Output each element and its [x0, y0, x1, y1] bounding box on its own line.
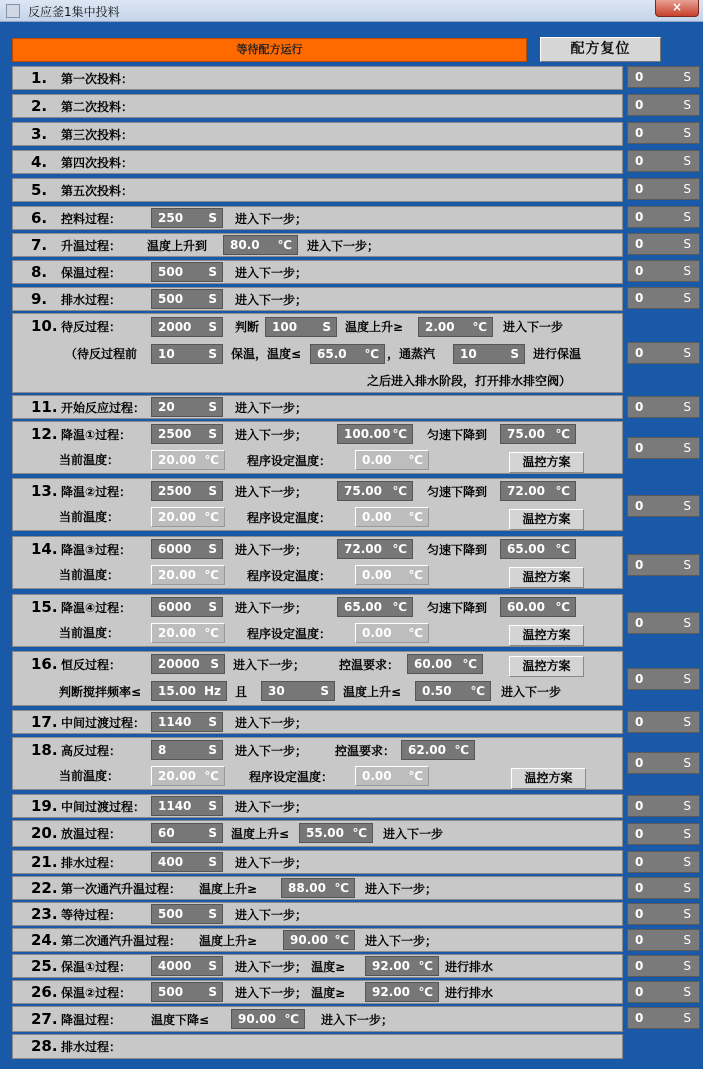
- step-timer-18: 0 S: [627, 752, 700, 774]
- temp-ctrl-field[interactable]: 62.00 ℃: [401, 740, 475, 760]
- step-row-6: [12, 206, 623, 230]
- step-timer-8: 0 S: [627, 260, 700, 282]
- program-temp-display: 0.00 ℃: [355, 450, 429, 470]
- step-number: 5.: [31, 181, 48, 199]
- step-row-5: [12, 178, 623, 202]
- next-step-text: 进入下一步；: [235, 428, 308, 442]
- step-row-8: [12, 260, 623, 284]
- step-row-11: [12, 395, 623, 419]
- step-label: 待反过程：: [61, 320, 122, 334]
- step-label: 开始反应过程：: [61, 401, 146, 415]
- duration-field[interactable]: 2000 S: [151, 317, 223, 337]
- current-temp-label: 当前温度：: [59, 568, 120, 582]
- temp-plan-button[interactable]: 温控方案: [509, 509, 584, 530]
- window-title: 反应釜1集中投料: [28, 5, 120, 19]
- temp-drop-text: 温度下降≤: [151, 1013, 210, 1027]
- duration-field[interactable]: 20000 S: [151, 654, 225, 674]
- next-step-text: 进入下一步；: [235, 401, 308, 415]
- next-step-text: 进入下一步: [501, 685, 562, 699]
- step-number: 15.: [31, 598, 58, 616]
- step-label: 排水过程：: [61, 856, 122, 870]
- step-timer-27: 0 S: [627, 1007, 700, 1029]
- step-number: 20.: [31, 824, 58, 842]
- step-label: 第三次投料：: [61, 128, 134, 142]
- next-step-text: 进入下一步: [383, 827, 444, 841]
- temp-rise-field[interactable]: 88.00 ℃: [281, 878, 355, 898]
- step-label: 保温①过程：: [61, 960, 132, 974]
- hold-text: 进行保温: [533, 347, 582, 361]
- duration-field[interactable]: 500 S: [151, 262, 223, 282]
- temp-plan-button[interactable]: 温控方案: [509, 656, 584, 677]
- step-number: 18.: [31, 741, 58, 759]
- duration-field[interactable]: 6000 S: [151, 597, 223, 617]
- step-row-16: [12, 651, 623, 706]
- step-label: 中间过渡过程：: [61, 800, 146, 814]
- step-row-10: [12, 313, 623, 393]
- step-number: 19.: [31, 797, 58, 815]
- start-temp-field[interactable]: 72.00 ℃: [337, 539, 413, 559]
- pre-wait-text: （待反过程前: [65, 347, 138, 361]
- step-number: 7.: [31, 236, 48, 254]
- judge-text: 判断: [235, 320, 260, 334]
- step-label: 中间过渡过程：: [61, 716, 146, 730]
- step-number: 28.: [31, 1037, 58, 1055]
- step-number: 22.: [31, 879, 58, 897]
- step-timer-17: 0 S: [627, 711, 700, 733]
- next-step-text: 进入下一步；: [235, 293, 308, 307]
- program-temp-display: 0.00 ℃: [355, 565, 429, 585]
- next-step-text: 进入下一步；: [321, 1013, 394, 1027]
- current-temp-display: 20.00 ℃: [151, 565, 225, 585]
- start-temp-field[interactable]: 75.00 ℃: [337, 481, 413, 501]
- temp-threshold-field[interactable]: 92.00 ℃: [365, 956, 439, 976]
- step-number: 16.: [31, 655, 58, 673]
- step-label: 等待过程：: [61, 908, 122, 922]
- app-icon: [6, 4, 20, 18]
- step-row-23: [12, 902, 623, 926]
- program-temp-label: 程序设定温度：: [247, 454, 332, 468]
- next-step-text: 进入下一步；: [235, 266, 308, 280]
- steam-duration-field[interactable]: 10 S: [453, 344, 525, 364]
- program-temp-display: 0.00 ℃: [355, 623, 429, 643]
- next-step-text: 进入下一步；: [235, 716, 308, 730]
- duration-field[interactable]: 6000 S: [151, 539, 223, 559]
- next-step-text: 进入下一步；: [235, 485, 308, 499]
- target-temp-field[interactable]: 75.00 ℃: [500, 424, 576, 444]
- step-number: 26.: [31, 983, 58, 1001]
- step-timer-2: 0 S: [627, 94, 700, 116]
- step-label: 第一次通汽升温过程：: [61, 882, 182, 896]
- step-row-18: [12, 737, 623, 790]
- uniform-drop-text: 匀速下降到: [427, 601, 488, 615]
- temp-rise-ge-text: 温度上升≥: [345, 320, 404, 334]
- step-row-1: [12, 66, 623, 90]
- current-temp-label: 当前温度：: [59, 453, 120, 467]
- target-temp-field[interactable]: 72.00 ℃: [500, 481, 576, 501]
- next-step-text: 进入下一步；: [235, 601, 308, 615]
- next-step-text: 进入下一步；: [235, 856, 308, 870]
- step-label: 降温②过程：: [61, 485, 132, 499]
- duration-field[interactable]: 1140 S: [151, 796, 223, 816]
- step-label: 降温①过程：: [61, 428, 132, 442]
- step-number: 4.: [31, 153, 48, 171]
- temp-plan-button[interactable]: 温控方案: [509, 452, 584, 473]
- step-timer-23: 0 S: [627, 903, 700, 925]
- step-timer-13: 0 S: [627, 495, 700, 517]
- duration-field[interactable]: 4000 S: [151, 956, 223, 976]
- step-label: 恒反过程：: [61, 658, 122, 672]
- temp-plan-button[interactable]: 温控方案: [511, 768, 586, 789]
- program-temp-display: 0.00 ℃: [355, 766, 429, 786]
- current-temp-display: 20.00 ℃: [151, 623, 225, 643]
- start-temp-field[interactable]: 100.00 ℃: [337, 424, 413, 444]
- step-row-21: [12, 850, 623, 874]
- temp-threshold-field[interactable]: 92.00 ℃: [365, 982, 439, 1002]
- step-row-24: [12, 928, 623, 952]
- step-label: 排水过程：: [61, 1040, 122, 1054]
- step-row-22: [12, 876, 623, 900]
- step-label: 排水过程：: [61, 293, 122, 307]
- stir-duration-field[interactable]: 30 S: [261, 681, 335, 701]
- close-button[interactable]: ×: [655, 0, 699, 17]
- current-temp-label: 当前温度：: [59, 626, 120, 640]
- duration-field[interactable]: 60 S: [151, 823, 223, 843]
- next-step-text: 进入下一步；: [235, 212, 308, 226]
- step-number: 27.: [31, 1010, 58, 1028]
- step-timer-15: 0 S: [627, 612, 700, 634]
- current-temp-label: 当前温度：: [59, 769, 120, 783]
- step-number: 24.: [31, 931, 58, 949]
- step-timer-3: 0 S: [627, 122, 700, 144]
- step-timer-10: 0 S: [627, 342, 700, 364]
- status-banner: 等待配方运行: [12, 38, 527, 62]
- current-temp-label: 当前温度：: [59, 510, 120, 524]
- next-step-temp-text: 进入下一步； 温度≥: [235, 960, 346, 974]
- temp-rise-field[interactable]: 2.00 ℃: [418, 317, 493, 337]
- step-timer-21: 0 S: [627, 851, 700, 873]
- temp-ctrl-field[interactable]: 60.00 ℃: [407, 654, 483, 674]
- step-timer-4: 0 S: [627, 150, 700, 172]
- step-timer-16: 0 S: [627, 668, 700, 690]
- step-timer-1: 0 S: [627, 66, 700, 88]
- step-number: 10.: [31, 317, 58, 335]
- step-label: 升温过程：: [61, 239, 122, 253]
- step-label: 降温过程：: [61, 1013, 122, 1027]
- step-number: 13.: [31, 482, 58, 500]
- temp-rise-field[interactable]: 55.00 ℃: [299, 823, 373, 843]
- pre-wait-duration-field[interactable]: 10 S: [151, 344, 223, 364]
- program-temp-label: 程序设定温度：: [247, 511, 332, 525]
- step-timer-5: 0 S: [627, 178, 700, 200]
- step-label: 降温④过程：: [61, 601, 132, 615]
- duration-field[interactable]: 1140 S: [151, 712, 223, 732]
- next-step-text: 进入下一步；: [235, 744, 308, 758]
- step-label: 降温③过程：: [61, 543, 132, 557]
- step-row-15: [12, 594, 623, 647]
- stir-freq-text: 判断搅拌频率≤: [59, 685, 142, 699]
- step-number: 12.: [31, 425, 58, 443]
- step-timer-19: 0 S: [627, 795, 700, 817]
- next-step-text: 进入下一步；: [233, 658, 306, 672]
- next-step-temp-text: 进入下一步； 温度≥: [235, 986, 346, 1000]
- temp-rise-le-text: 温度上升≤: [231, 827, 290, 841]
- next-step-text: 进入下一步；: [235, 543, 308, 557]
- judge-duration-field[interactable]: 100 S: [265, 317, 337, 337]
- step-row-14: [12, 536, 623, 589]
- target-temp-field[interactable]: 60.00 ℃: [500, 597, 576, 617]
- step-row-25: [12, 954, 623, 978]
- step-timer-14: 0 S: [627, 554, 700, 576]
- temp-ctrl-req-text: 控温要求：: [339, 658, 400, 672]
- temp-drop-field[interactable]: 90.00 ℃: [231, 1009, 305, 1029]
- current-temp-display: 20.00 ℃: [151, 766, 225, 786]
- hold-temp-field[interactable]: 65.0 ℃: [310, 344, 385, 364]
- duration-field[interactable]: 400 S: [151, 852, 223, 872]
- step-timer-25: 0 S: [627, 955, 700, 977]
- step-label: 第五次投料：: [61, 184, 134, 198]
- temperature-field[interactable]: 80.0 ℃: [223, 235, 298, 255]
- duration-field[interactable]: 500 S: [151, 982, 223, 1002]
- target-temp-field[interactable]: 65.00 ℃: [500, 539, 576, 559]
- step-label: 第一次投料：: [61, 72, 134, 86]
- temp-ctrl-req-text: 控温要求：: [335, 744, 396, 758]
- step-row-28: [12, 1034, 623, 1059]
- program-temp-label: 程序设定温度：: [249, 770, 334, 784]
- step-number: 11.: [31, 398, 58, 416]
- duration-field[interactable]: 20 S: [151, 397, 223, 417]
- next-step-text: 进入下一步: [503, 320, 564, 334]
- step-timer-22: 0 S: [627, 877, 700, 899]
- recipe-reset-button[interactable]: 配方复位: [540, 37, 661, 62]
- step-row-26: [12, 980, 623, 1004]
- step-row-27: [12, 1006, 623, 1032]
- uniform-drop-text: 匀速下降到: [427, 428, 488, 442]
- next-step-text: 进入下一步；: [235, 800, 308, 814]
- next-step-text: 进入下一步；: [235, 908, 308, 922]
- program-temp-display: 0.00 ℃: [355, 507, 429, 527]
- step-number: 8.: [31, 263, 48, 281]
- step-timer-24: 0 S: [627, 929, 700, 951]
- steam-text: ，通蒸汽: [387, 347, 436, 361]
- program-temp-label: 程序设定温度：: [247, 569, 332, 583]
- temp-rise-ge-text: 温度上升≥: [199, 882, 258, 896]
- step-row-2: [12, 94, 623, 118]
- duration-field[interactable]: 250 S: [151, 208, 223, 228]
- step-number: 6.: [31, 209, 48, 227]
- temp-rise-field[interactable]: 90.00 ℃: [283, 930, 355, 950]
- step-number: 1.: [31, 69, 48, 87]
- next-step-text: 进入下一步；: [365, 934, 438, 948]
- step-number: 9.: [31, 290, 48, 308]
- step-number: 14.: [31, 540, 58, 558]
- step-label: 第二次投料：: [61, 100, 134, 114]
- duration-field[interactable]: 500 S: [151, 289, 223, 309]
- step-timer-11: 0 S: [627, 396, 700, 418]
- step-timer-12: 0 S: [627, 437, 700, 459]
- drain-text: 进行排水: [445, 986, 494, 1000]
- temp-plan-button[interactable]: 温控方案: [509, 567, 584, 588]
- temp-rise-text: 温度上升到: [147, 239, 208, 253]
- step-label: 控料过程：: [61, 212, 122, 226]
- step-row-3: [12, 122, 623, 146]
- step-timer-6: 0 S: [627, 206, 700, 228]
- step-row-4: [12, 150, 623, 174]
- step-label: 放温过程：: [61, 827, 122, 841]
- step-number: 23.: [31, 905, 58, 923]
- step-number: 25.: [31, 957, 58, 975]
- step-row-13: [12, 478, 623, 531]
- temp-rise-ge-text: 温度上升≥: [199, 934, 258, 948]
- duration-field[interactable]: 8 S: [151, 740, 223, 760]
- step-label: 保温过程：: [61, 266, 122, 280]
- step-row-20: [12, 820, 623, 847]
- and-text: 且: [235, 685, 248, 699]
- step-number: 2.: [31, 97, 48, 115]
- step-timer-26: 0 S: [627, 981, 700, 1003]
- title-bar: [0, 0, 703, 22]
- program-temp-label: 程序设定温度：: [247, 627, 332, 641]
- current-temp-display: 20.00 ℃: [151, 507, 225, 527]
- step-number: 17.: [31, 713, 58, 731]
- step-label: 保温②过程：: [61, 986, 132, 1000]
- drain-text: 进行排水: [445, 960, 494, 974]
- stir-freq-field[interactable]: 15.00 Hz: [151, 681, 227, 701]
- uniform-drop-text: 匀速下降到: [427, 543, 488, 557]
- duration-field[interactable]: 500 S: [151, 904, 223, 924]
- step-row-7: [12, 233, 623, 257]
- step-row-12: [12, 421, 623, 474]
- step-row-19: [12, 794, 623, 818]
- start-temp-field[interactable]: 65.00 ℃: [337, 597, 413, 617]
- drain-phase-text: 之后进入排水阶段，打开排水排空阀）: [367, 374, 572, 388]
- duration-field[interactable]: 2500 S: [151, 481, 223, 501]
- current-temp-display: 20.00 ℃: [151, 450, 225, 470]
- temp-plan-button[interactable]: 温控方案: [509, 625, 584, 646]
- step-label: 高反过程：: [61, 744, 122, 758]
- hold-temp-text: 保温，温度≤: [231, 347, 302, 361]
- step-number: 3.: [31, 125, 48, 143]
- step-row-17: [12, 710, 623, 734]
- step-timer-7: 0 S: [627, 233, 700, 255]
- duration-field[interactable]: 2500 S: [151, 424, 223, 444]
- next-step-text: 进入下一步；: [307, 239, 380, 253]
- step-number: 21.: [31, 853, 58, 871]
- step-row-9: [12, 287, 623, 311]
- temp-rise-field[interactable]: 0.50 ℃: [415, 681, 491, 701]
- uniform-drop-text: 匀速下降到: [427, 485, 488, 499]
- step-timer-9: 0 S: [627, 287, 700, 309]
- step-label: 第四次投料：: [61, 156, 134, 170]
- temp-rise-le-text: 温度上升≤: [343, 685, 402, 699]
- next-step-text: 进入下一步；: [365, 882, 438, 896]
- step-label: 第二次通汽升温过程：: [61, 934, 182, 948]
- step-timer-20: 0 S: [627, 823, 700, 845]
